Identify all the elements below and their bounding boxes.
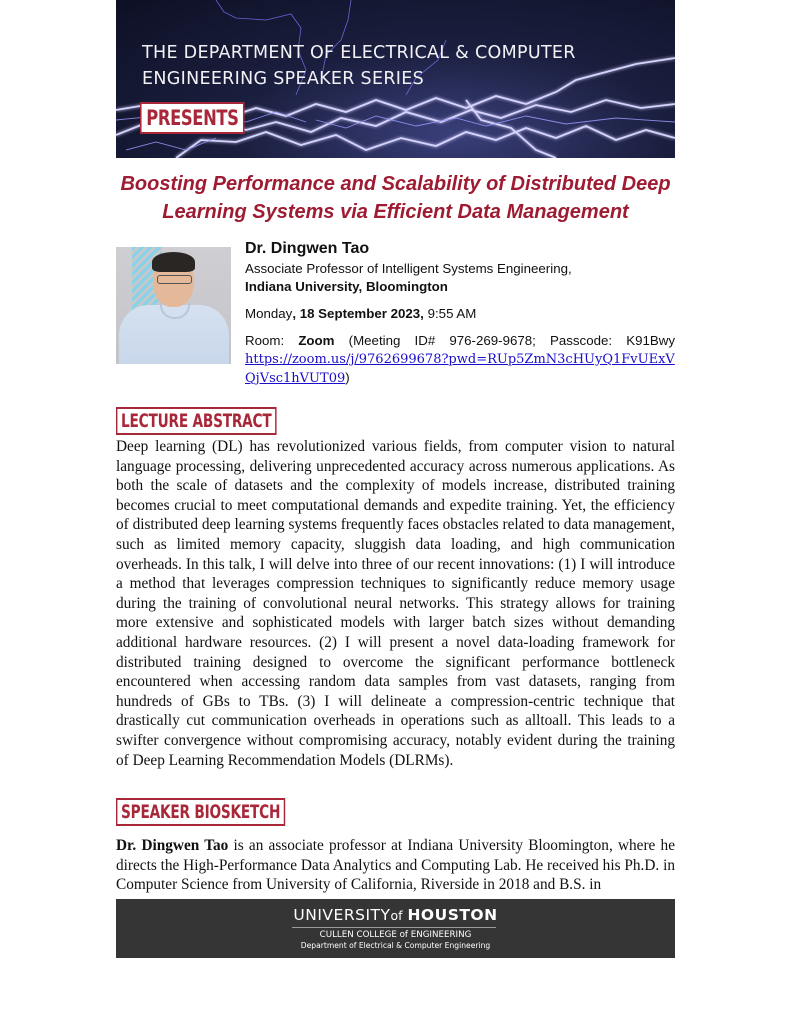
header-banner <box>116 0 675 158</box>
room-value: Zoom <box>298 333 335 348</box>
event-room <box>245 332 675 350</box>
talk-title-line-2: Learning Systems via Efficient Data Management <box>162 201 629 223</box>
biosketch-name: Dr. Dingwen Tao <box>116 837 229 854</box>
meeting-info: (Meeting ID# 976-269-9678; Passcode: K91Bwy <box>334 333 675 348</box>
lecture-abstract-heading: LECTURE ABSTRACT <box>116 407 277 435</box>
series-title <box>142 40 576 92</box>
event-date: , 18 September 2023, <box>292 306 424 321</box>
event-day: Monday <box>245 306 293 321</box>
speaker-name: Dr. Dingwen Tao <box>245 240 370 257</box>
university-footer <box>116 899 675 958</box>
zoom-link[interactable]: https://zoom.us/j/9762699678?pwd=RUp5ZmN3cHUyQ1FvUExVQjVsc1hVUT09 <box>245 352 675 386</box>
lecture-abstract-text: Deep learning (DL) has revolutionized various fields, from computer vision to natural language processing, delivering unprecedented accuracy across numerous applications. As both the scale of datasets and the complexity of models increase, distributed training becomes crucial to meet computational demands and expedite training. Yet, the efficiency of distributed deep learning systems frequently faces obstacles related to data management, such as limited memory capacity, sluggish data loading, and high communication overheads. In this talk, I will delve into three of our recent innovations: (1) I will introduce a method that leverages compression techniques to significantly reduce memory usage during the training of convolutional neural networks. This strategy allows for training more extensive and sophisticated models with larger batch sizes without demanding additional hardware resources. (2) I will present a novel data-loading framework for distributed training designed to overcome the significant performance bottleneck encountered when accessing random data samples from vast datasets, ranging from hundreds of GBs to TBs. (3) I will delineate a compression-centric technique that drastically cut communication overheads in operations such as alltoall. This leads to a swifter convergence without compromising accuracy, notably evident during the training of Deep Learning Recommendation Models (DLRMs). <box>116 438 675 769</box>
speaker-photo <box>116 247 231 364</box>
photo-glasses <box>157 275 192 284</box>
biosketch-body: is an associate professor at Indiana University Bloomington, where he directs the High-Performance Data Analytics and Computing Lab. He received his Ph.D. in Computer Science from University of California, Riverside in 2018 and B.S. in <box>116 837 675 894</box>
speaker-institution: Indiana University, Bloomington <box>245 279 448 294</box>
talk-title <box>116 170 675 226</box>
college-name: CULLEN COLLEGE of ENGINEERING <box>319 930 472 940</box>
speaker-position: Associate Professor of Intelligent Systems Engineering, <box>245 261 572 276</box>
zoom-link-line <box>245 350 675 388</box>
talk-title-line-1: Boosting Performance and Scalability of Distributed Deep <box>120 173 671 195</box>
speaker-biosketch-heading: SPEAKER BIOSKETCH <box>116 798 285 826</box>
closing-paren: ) <box>345 370 350 385</box>
department-name: Department of Electrical & Computer Engineering <box>300 941 491 950</box>
series-title-line-2: ENGINEERING SPEAKER SERIES <box>142 69 425 89</box>
biosketch-text <box>116 836 675 895</box>
photo-hair <box>152 252 195 272</box>
series-title-line-1: THE DEPARTMENT OF ELECTRICAL & COMPUTER <box>142 43 576 63</box>
logo-divider <box>292 927 496 928</box>
university-logo <box>116 906 675 925</box>
room-label: Room: <box>245 333 299 348</box>
event-datetime <box>245 305 675 323</box>
university-of: of <box>390 908 403 923</box>
speaker-info <box>245 238 675 388</box>
presents-label: PRESENTS <box>140 102 245 134</box>
university-name: HOUSTON <box>407 906 498 924</box>
event-time: 9:55 AM <box>423 306 477 321</box>
university-prefix: UNIVERSITY <box>293 906 391 924</box>
